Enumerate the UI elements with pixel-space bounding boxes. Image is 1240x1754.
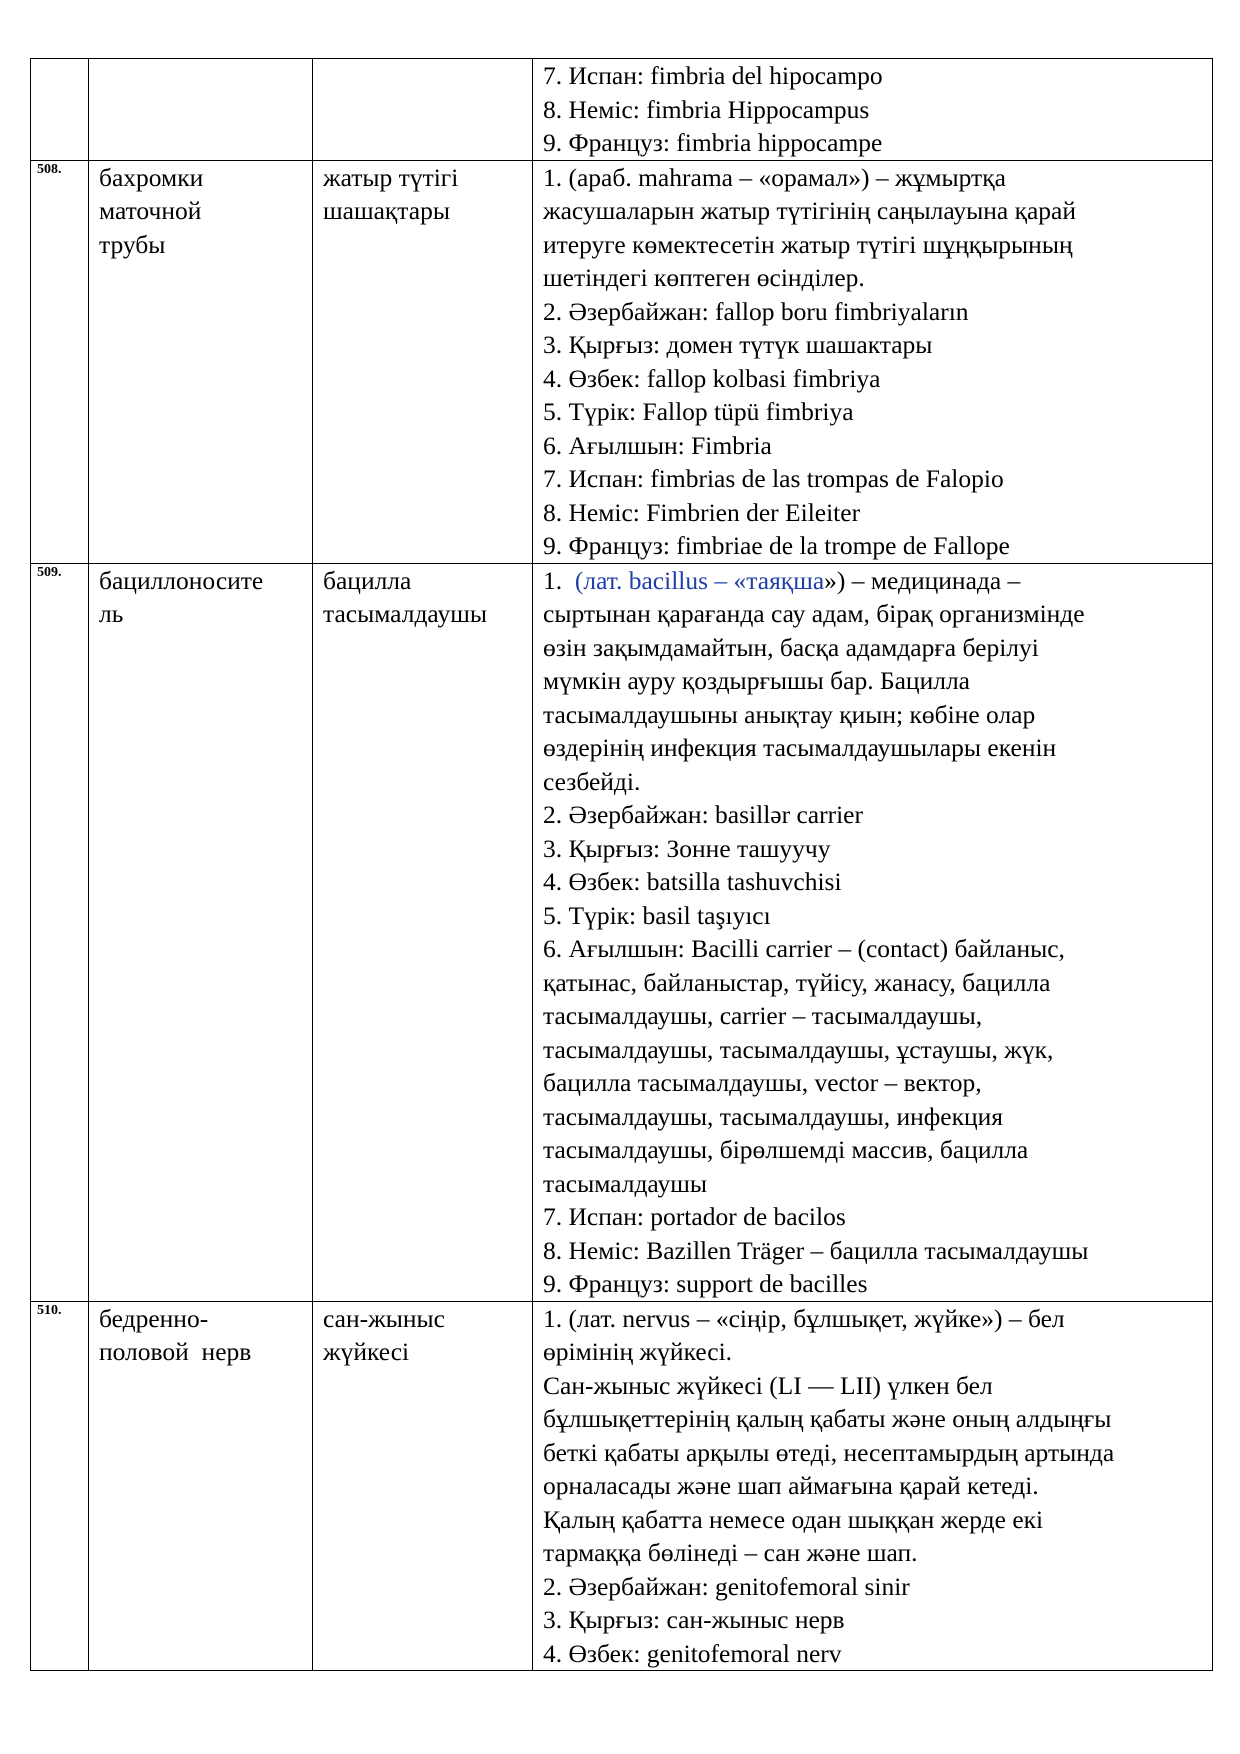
definition-line: тасымалдаушы — [543, 1168, 707, 1198]
definition-cell — [533, 59, 1213, 161]
definition-line: 7. Испан: fimbria del hipocampo — [543, 61, 883, 90]
definition-line: итеруге көмектесетін жатыр түтігі шұңқырының — [543, 229, 1073, 259]
definition-line: 3. Қырғыз: Зонне ташуучу — [543, 833, 831, 863]
russian-term — [89, 563, 313, 1301]
kazakh-term-line: жатыр түтігі — [323, 162, 459, 192]
definition-line: тасымалдаушыны анықтау қиын; көбіне олар — [543, 699, 1036, 729]
definition-line: 4. Өзбек: fallop kolbasi fimbriya — [543, 363, 881, 393]
russian-term-line: бациллоносите — [99, 565, 264, 595]
definition-line: 4. Өзбек: genitofemoral nerv — [543, 1638, 842, 1668]
definition-line: 8. Неміс: Fimbrien der Eileiter — [543, 497, 861, 527]
definition-line: Сан-жыныс жүйкесі (LI — LII) үлкен бел — [543, 1370, 993, 1400]
definition-prefix: 1. — [543, 565, 575, 595]
table-row — [31, 160, 1213, 563]
definition-line: тасымалдаушы, тасымалдаушы, инфекция — [543, 1101, 1003, 1131]
definition-line: бұлшықеттерінің қалың қабаты және оның алдыңғы — [543, 1404, 1112, 1433]
definition-cell — [533, 1301, 1213, 1671]
russian-term-line: маточной — [99, 196, 202, 225]
entry-number: 510. — [31, 1301, 89, 1671]
definition-line: шетіндегі көптеген өсінділер. — [543, 263, 865, 292]
definition-line: 9. Француз: fimbria hippocampe — [543, 128, 883, 157]
definition-line: беткі қабаты арқылы өтеді, несептамырдың артында — [543, 1437, 1115, 1467]
kazakh-term — [313, 160, 533, 563]
definition-line: 1. (лат. nervus – «сіңір, бұлшықет, жүйке») – бел — [543, 1303, 1065, 1333]
table-row — [31, 563, 1213, 1301]
entry-number — [31, 59, 89, 161]
definition-line: 8. Неміс: fimbria Hippocampus — [543, 94, 870, 124]
definition-line: тасымалдаушы, carrier – тасымалдаушы, — [543, 1001, 983, 1030]
russian-term-line: трубы — [99, 229, 166, 259]
definition-line: Қалың қабатта немесе одан шыққан жерде екі — [543, 1504, 1044, 1534]
definition-line: 3. Қырғыз: домен түтүк шашактары — [543, 330, 933, 359]
definition-line: тасымалдаушы, бірөлшемді массив, бацилла — [543, 1135, 1029, 1164]
russian-term — [89, 160, 313, 563]
definition-cell — [533, 563, 1213, 1301]
russian-term-line: ль — [99, 599, 124, 628]
definition-line: 2. Әзербайжан: fallop boru fimbriyaların — [543, 296, 969, 326]
glossary-page — [30, 58, 1212, 1671]
entry-number: 509. — [31, 563, 89, 1301]
definition-line: 9. Француз: fimbriae de la trompe de Fallope — [543, 531, 1010, 560]
kazakh-term-line: бацилла — [323, 565, 412, 595]
kazakh-term-line: шашақтары — [323, 196, 450, 225]
definition-line: 2. Әзербайжан: genitofemoral sinir — [543, 1571, 910, 1601]
definition-cell — [533, 160, 1213, 563]
definition-line: өрімінің жүйкесі. — [543, 1337, 733, 1366]
definition-line: 3. Қырғыз: сан-жыныс нерв — [543, 1605, 845, 1634]
definition-line: 1. (араб. mahrama – «орамал») – жұмыртқа — [543, 162, 1006, 192]
definition-line: 8. Неміс: Bazillen Träger – бацилла тасымалдаушы — [543, 1235, 1089, 1265]
definition-line: сезбейді. — [543, 766, 641, 796]
definition-first-line — [543, 564, 1202, 598]
russian-term-line: бахромки — [99, 162, 204, 192]
etymology-dash: – — [708, 565, 734, 595]
definition-line: 5. Түрік: Fallop tüpü fimbriya — [543, 397, 854, 426]
definition-line: 2. Әзербайжан: basillər carrier — [543, 800, 863, 829]
table-row — [31, 59, 1213, 161]
russian-term-line: бедренно- — [99, 1303, 209, 1333]
kazakh-term-line: тасымалдаушы — [323, 599, 487, 628]
kazakh-term — [313, 563, 533, 1301]
definition-line: 6. Ағылшын: Bacilli carrier – (contact) байланыс, — [543, 934, 1065, 963]
russian-term-line: половой нерв — [99, 1337, 252, 1366]
glossary-table — [30, 58, 1213, 1671]
definition-line: өзін зақымдамайтын, басқа адамдарға берілуі — [543, 632, 1039, 662]
definition-line: тармаққа бөлінеді – сан және шап. — [543, 1538, 918, 1567]
kazakh-term-line: жүйкесі — [323, 1337, 410, 1366]
definition-line: 9. Француз: support de bacilles — [543, 1269, 868, 1298]
etymology-latin: (лат. bacillus — [574, 565, 709, 595]
russian-term — [89, 59, 313, 161]
definition-line: жасушаларын жатыр түтігінің саңылауына қарай — [543, 196, 1077, 225]
definition-line: 7. Испан: fimbrias de las trompas de Falopio — [543, 464, 1004, 493]
definition-line: сыртынан қарағанда сау адам, бірақ организмінде — [543, 599, 1085, 628]
definition-first-rest: ») – медицинада – — [824, 565, 1021, 595]
kazakh-term — [313, 1301, 533, 1671]
definition-line: 4. Өзбек: batsilla tashuvchisi — [543, 867, 842, 896]
russian-term — [89, 1301, 313, 1671]
definition-line: өздерінің инфекция тасымалдаушылары екенін — [543, 733, 1057, 762]
definition-line: 6. Ағылшын: Fimbria — [543, 430, 772, 460]
table-row — [31, 1301, 1213, 1671]
definition-line: қатынас, байланыстар, түйісу, жанасу, бацилла — [543, 967, 1051, 997]
kazakh-term-line: сан-жыныс — [323, 1303, 445, 1333]
definition-line: 7. Испан: portador de bacilos — [543, 1202, 846, 1231]
definition-line: мүмкін ауру қоздырғышы бар. Бацилла — [543, 666, 970, 695]
definition-line: орналасады және шап аймағына қарай кетеді. — [543, 1471, 1039, 1500]
kazakh-term — [313, 59, 533, 161]
etymology-meaning: «таяқша — [733, 565, 825, 595]
definition-line: 5. Түрік: basil taşıyıcı — [543, 900, 771, 930]
definition-line: бацилла тасымалдаушы, vector – вектор, — [543, 1068, 982, 1097]
definition-line: тасымалдаушы, тасымалдаушы, ұстаушы, жүк, — [543, 1034, 1054, 1064]
entry-number: 508. — [31, 160, 89, 563]
